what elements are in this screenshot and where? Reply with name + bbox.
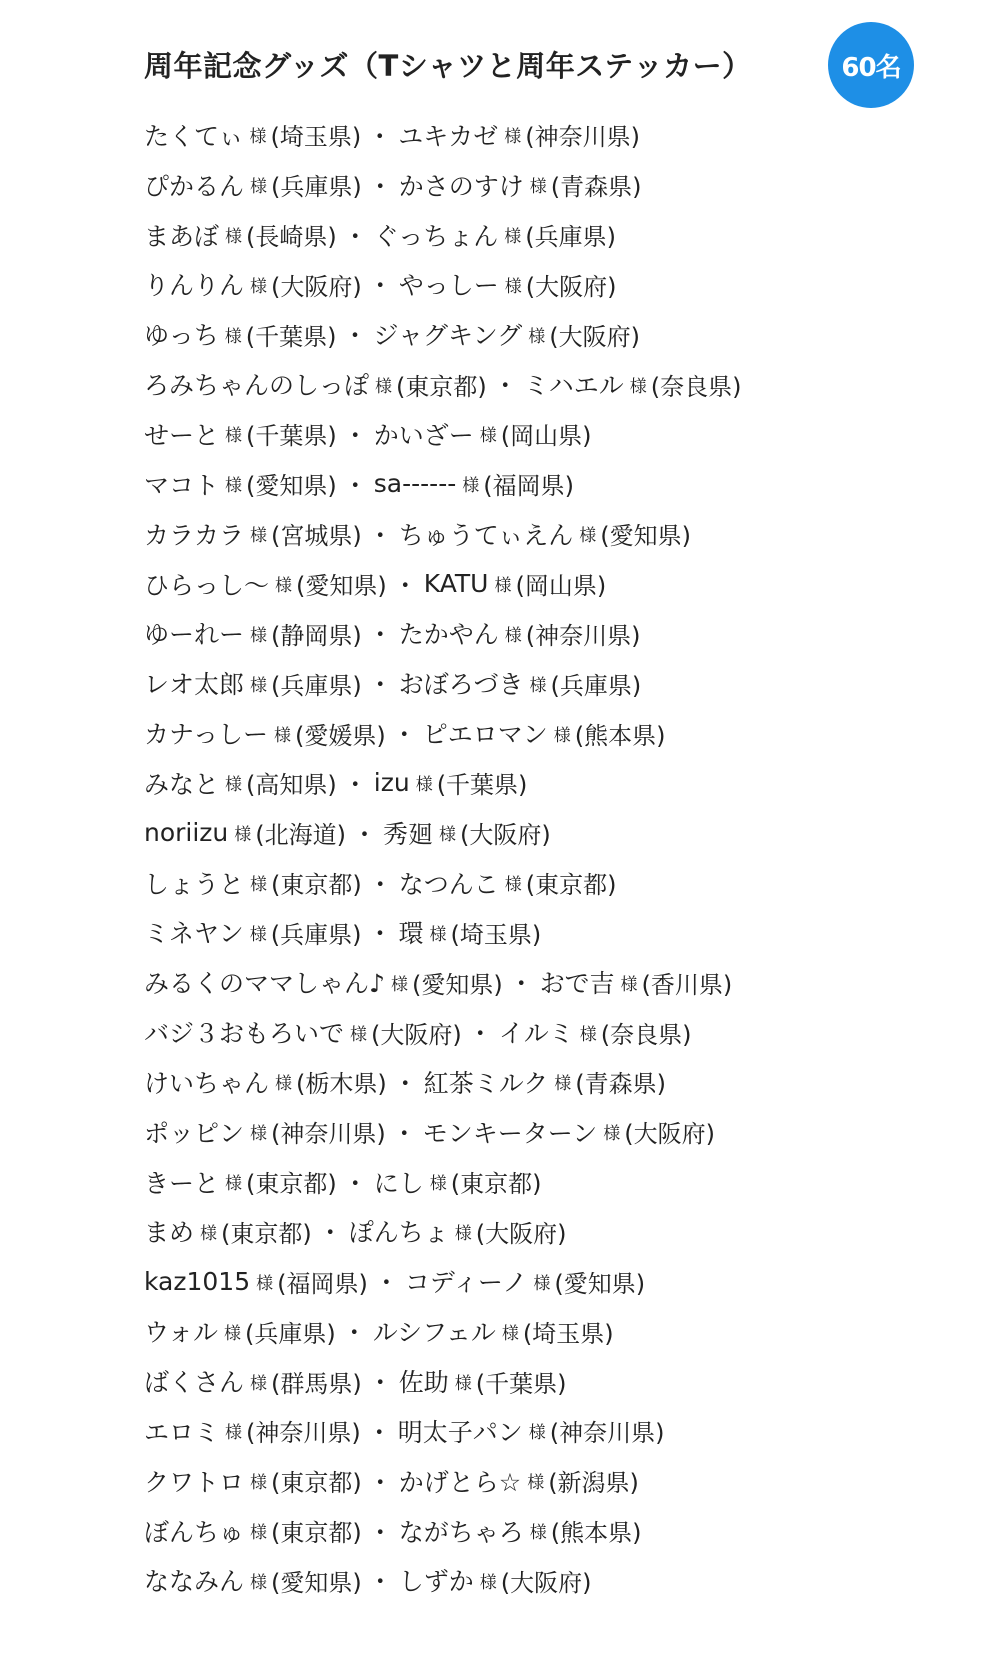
winner-prefecture: (奈良県) <box>650 372 742 401</box>
winner-prefecture: (栃木県) <box>296 1070 387 1099</box>
winner-prefecture: (神奈川県) <box>549 1419 665 1448</box>
winner-row <box>144 359 964 409</box>
honorific: 様 <box>350 1024 368 1045</box>
honorific: 様 <box>439 825 457 846</box>
winner-name: まあぼ <box>144 221 220 251</box>
honorific: 様 <box>225 1174 243 1195</box>
honorific: 様 <box>504 276 522 297</box>
honorific: 様 <box>250 1124 268 1145</box>
winner-name: 紅茶ミルク <box>423 1068 549 1098</box>
honorific: 様 <box>479 426 497 447</box>
winner-prefecture: (大阪府) <box>624 1120 716 1149</box>
winner-name: かげとら☆ <box>398 1467 522 1497</box>
entry-separator: ・ <box>367 271 393 301</box>
winner-prefecture: (東京都) <box>271 1519 362 1548</box>
winner-name: 環 <box>398 919 424 949</box>
honorific: 様 <box>256 1273 274 1294</box>
entry-separator: ・ <box>367 1368 393 1398</box>
winner-row <box>144 1506 964 1556</box>
winner-name: イルミ <box>498 1019 574 1049</box>
winner-name: ちゅうてぃえん <box>398 520 574 550</box>
winner-row <box>144 957 964 1007</box>
winner-prefecture: (愛媛県) <box>295 721 386 750</box>
honorific: 様 <box>504 227 522 248</box>
winner-prefecture: (青森県) <box>575 1070 667 1099</box>
winner-prefecture: (大阪府) <box>500 1568 592 1597</box>
honorific: 様 <box>275 576 293 597</box>
honorific: 様 <box>225 426 243 447</box>
honorific: 様 <box>527 1473 545 1494</box>
winner-name: カラカラ <box>144 520 245 550</box>
winner-name: たかやん <box>398 620 499 650</box>
winner-name: ミハエル <box>523 371 624 401</box>
honorific: 様 <box>250 1523 268 1544</box>
honorific: 様 <box>375 376 393 397</box>
honorific: 様 <box>504 625 522 646</box>
entry-separator: ・ <box>342 420 368 450</box>
winner-name: 佐助 <box>398 1368 449 1398</box>
entry-separator: ・ <box>342 221 368 251</box>
honorific: 様 <box>225 1423 243 1444</box>
honorific: 様 <box>454 1223 472 1244</box>
honorific: 様 <box>554 1074 572 1095</box>
honorific: 様 <box>249 127 267 148</box>
entry-separator: ・ <box>317 1218 343 1248</box>
honorific: 様 <box>274 725 292 746</box>
winner-name: クワトロ <box>144 1467 245 1497</box>
winner-row <box>144 1456 964 1506</box>
winner-name: ミネヤン <box>144 919 244 949</box>
winner-name: ながちゃろ <box>398 1517 524 1547</box>
winner-name: やっしー <box>398 271 499 301</box>
winner-name: たくてぃ <box>144 121 244 151</box>
winner-name: まめ <box>144 1218 195 1248</box>
winner-prefecture: (千葉県) <box>246 422 337 451</box>
honorific: 様 <box>224 1323 242 1344</box>
winner-name: せーと <box>144 420 220 450</box>
winner-name: ユキカゼ <box>398 121 499 151</box>
winner-row <box>144 758 964 808</box>
winner-name: ジャグキング <box>373 321 523 351</box>
winner-name: izu <box>373 768 410 798</box>
entry-separator: ・ <box>367 1467 393 1497</box>
winner-prefecture: (兵庫県) <box>245 1319 336 1348</box>
entry-separator: ・ <box>342 1168 368 1198</box>
entry-separator: ・ <box>392 570 418 600</box>
entry-separator: ・ <box>508 969 534 999</box>
winner-prefecture: (埼玉県) <box>270 123 362 152</box>
winner-prefecture: (群馬県) <box>271 1369 362 1398</box>
honorific: 様 <box>250 1373 268 1394</box>
entry-separator: ・ <box>342 470 368 500</box>
winner-row <box>144 409 964 459</box>
honorific: 様 <box>529 177 547 198</box>
winner-prefecture: (東京都) <box>221 1219 312 1248</box>
winner-row <box>144 1356 964 1406</box>
honorific: 様 <box>200 1223 218 1244</box>
honorific: 様 <box>533 1273 551 1294</box>
winner-name: りんりん <box>144 271 245 301</box>
winner-row <box>144 559 964 609</box>
winner-name: ぐっちょん <box>373 221 499 251</box>
winner-name: ぴかるん <box>144 171 245 201</box>
winner-name: レオ太郎 <box>144 670 245 700</box>
entry-separator: ・ <box>367 919 393 949</box>
honorific: 様 <box>250 1572 268 1593</box>
winner-prefecture: (大阪府) <box>525 272 617 301</box>
winner-row <box>144 509 964 559</box>
winner-row <box>144 1306 964 1356</box>
honorific: 様 <box>529 1523 547 1544</box>
winner-prefecture: (神奈川県) <box>271 1120 386 1149</box>
winner-prefecture: (香川県) <box>641 970 733 999</box>
winner-prefecture: (兵庫県) <box>550 671 642 700</box>
winner-row <box>144 808 964 858</box>
winner-name: コディーノ <box>404 1268 528 1298</box>
entry-separator: ・ <box>352 819 378 849</box>
winner-prefecture: (東京都) <box>450 1170 542 1199</box>
winner-row <box>144 1107 964 1157</box>
winner-name: しずか <box>398 1567 474 1597</box>
winner-row <box>144 1207 964 1257</box>
entry-separator: ・ <box>367 670 393 700</box>
honorific: 様 <box>250 675 268 696</box>
honorific: 様 <box>225 775 243 796</box>
winner-prefecture: (愛知県) <box>554 1269 646 1298</box>
honorific: 様 <box>225 476 243 497</box>
winner-prefecture: (熊本県) <box>574 721 666 750</box>
winner-prefecture: (兵庫県) <box>525 223 617 252</box>
entry-separator: ・ <box>367 121 393 151</box>
entry-separator: ・ <box>367 520 393 550</box>
winner-prefecture: (神奈川県) <box>525 621 641 650</box>
honorific: 様 <box>454 1373 472 1394</box>
entry-separator: ・ <box>367 171 393 201</box>
winner-name: エロミ <box>144 1417 220 1447</box>
winner-name: おぼろづき <box>398 670 524 700</box>
winner-name: ゆーれー <box>144 620 245 650</box>
winner-name: しょうと <box>144 869 245 899</box>
winner-name: にし <box>373 1168 424 1198</box>
winner-prefecture: (青森県) <box>550 173 642 202</box>
winner-prefecture: (大阪府) <box>475 1219 567 1248</box>
winner-row <box>144 160 964 210</box>
winner-row <box>144 1555 964 1605</box>
winner-prefecture: (埼玉県) <box>450 920 542 949</box>
winner-prefecture: (愛知県) <box>271 1568 362 1597</box>
winner-prefecture: (東京都) <box>271 871 362 900</box>
entry-separator: ・ <box>367 620 393 650</box>
winner-prefecture: (高知県) <box>246 771 337 800</box>
winner-row <box>144 260 964 310</box>
winner-prefecture: (東京都) <box>271 1469 362 1498</box>
honorific: 様 <box>528 1423 546 1444</box>
honorific: 様 <box>250 875 268 896</box>
entry-separator: ・ <box>391 720 417 750</box>
honorific: 様 <box>275 1074 293 1095</box>
honorific: 様 <box>629 376 647 397</box>
winner-prefecture: (長崎県) <box>246 223 337 252</box>
winner-prefecture: (新潟県) <box>548 1469 639 1498</box>
honorific: 様 <box>250 625 268 646</box>
honorific: 様 <box>553 725 571 746</box>
winner-prefecture: (熊本県) <box>550 1519 642 1548</box>
honorific: 様 <box>528 326 546 347</box>
winner-name: ばくさん <box>144 1368 245 1398</box>
winner-prefecture: (愛知県) <box>246 472 337 501</box>
winner-prefecture: (神奈川県) <box>525 123 641 152</box>
entry-separator: ・ <box>392 1068 418 1098</box>
winner-prefecture: (東京都) <box>525 871 617 900</box>
honorific: 様 <box>504 875 522 896</box>
winner-prefecture: (宮城県) <box>271 522 362 551</box>
honorific: 様 <box>429 924 447 945</box>
winner-prefecture: (福岡県) <box>483 472 574 501</box>
winner-name: かさのすけ <box>398 171 524 201</box>
honorific: 様 <box>462 476 480 497</box>
winner-name: ななみん <box>144 1567 245 1597</box>
winner-prefecture: (大阪府) <box>371 1020 462 1049</box>
winner-prefecture: (北海道) <box>255 821 347 850</box>
winner-name: マコト <box>144 470 220 500</box>
winner-row <box>144 608 964 658</box>
winner-name: ぽんちょ <box>348 1218 449 1248</box>
winner-name: ろみちゃんのしっぽ <box>144 371 370 401</box>
winner-row <box>144 1157 964 1207</box>
winner-row <box>144 1007 964 1057</box>
winner-name: noriizu <box>144 818 229 848</box>
entry-separator: ・ <box>342 321 368 351</box>
winner-name: sa------ <box>373 469 457 499</box>
winner-row <box>144 1256 964 1306</box>
honorific: 様 <box>620 974 638 995</box>
winner-prefecture: (愛知県) <box>411 970 503 999</box>
winner-row <box>144 459 964 509</box>
winner-row <box>144 210 964 260</box>
winner-prefecture: (愛知県) <box>296 572 387 601</box>
honorific: 様 <box>603 1124 621 1145</box>
winner-name: けいちゃん <box>144 1068 270 1098</box>
winner-name: 明太子パン <box>397 1417 523 1447</box>
entry-separator: ・ <box>391 1118 417 1148</box>
winner-name: ポッピン <box>144 1118 245 1148</box>
honorific: 様 <box>479 1572 497 1593</box>
winner-prefecture: (千葉県) <box>475 1369 567 1398</box>
entry-separator: ・ <box>367 1567 393 1597</box>
winner-prefecture: (千葉県) <box>245 322 337 351</box>
entry-separator: ・ <box>492 371 518 401</box>
honorific: 様 <box>250 1473 268 1494</box>
entry-separator: ・ <box>367 869 393 899</box>
winner-row <box>144 110 964 160</box>
winner-prefecture: (愛知県) <box>600 522 692 551</box>
honorific: 様 <box>579 526 597 547</box>
winner-row <box>144 908 964 958</box>
winner-name: かいざー <box>373 420 474 450</box>
winner-name: みなと <box>144 769 220 799</box>
winner-name: kaz1015 <box>144 1266 251 1296</box>
winner-name: ウォル <box>144 1318 219 1348</box>
winner-row <box>144 1057 964 1107</box>
winner-prefecture: (岡山県) <box>515 572 607 601</box>
entry-separator: ・ <box>467 1019 493 1049</box>
honorific: 様 <box>529 675 547 696</box>
winner-name: なつんこ <box>398 869 499 899</box>
honorific: 様 <box>501 1323 519 1344</box>
winner-prefecture: (岡山県) <box>500 422 592 451</box>
winner-name: ぼんちゅ <box>144 1517 245 1547</box>
winner-row <box>144 1406 964 1456</box>
winner-prefecture: (千葉県) <box>436 771 528 800</box>
winner-name: おで吉 <box>539 969 615 999</box>
winner-prefecture: (静岡県) <box>271 621 362 650</box>
honorific: 様 <box>504 127 522 148</box>
honorific: 様 <box>250 177 268 198</box>
entry-separator: ・ <box>367 1517 393 1547</box>
winner-prefecture: (兵庫県) <box>271 671 362 700</box>
winner-prefecture: (神奈川県) <box>246 1419 361 1448</box>
winner-name: ルシフェル <box>372 1318 496 1348</box>
winner-name: 秀廻 <box>383 819 434 849</box>
winner-prefecture: (兵庫県) <box>270 920 362 949</box>
winner-name: みるくのママしゃん♪ <box>144 969 385 999</box>
winner-prefecture: (東京都) <box>246 1170 337 1199</box>
winner-name: きーと <box>144 1168 220 1198</box>
honorific: 様 <box>390 974 408 995</box>
winner-count-badge: 60名 <box>828 22 914 108</box>
entry-separator: ・ <box>366 1417 392 1447</box>
winner-row <box>144 708 964 758</box>
winner-prefecture: (大阪府) <box>549 322 641 351</box>
winner-prefecture: (東京都) <box>396 372 487 401</box>
winner-prefecture: (埼玉県) <box>522 1319 614 1348</box>
honorific: 様 <box>415 775 433 796</box>
winner-name: KATU <box>423 569 489 599</box>
honorific: 様 <box>429 1174 447 1195</box>
winner-name: カナっしー <box>144 720 269 750</box>
winner-prefecture: (大阪府) <box>460 821 551 850</box>
honorific: 様 <box>234 825 252 846</box>
winner-name: モンキーターン <box>422 1118 598 1148</box>
winner-list <box>144 110 964 1605</box>
honorific: 様 <box>250 276 268 297</box>
entry-separator: ・ <box>373 1268 399 1298</box>
winner-prefecture: (奈良県) <box>600 1020 692 1049</box>
winner-prefecture: (大阪府) <box>271 272 362 301</box>
winner-prefecture: (福岡県) <box>277 1269 368 1298</box>
winner-name: バジ３おもろいで <box>144 1019 345 1049</box>
winner-prefecture: (兵庫県) <box>271 173 362 202</box>
honorific: 様 <box>494 576 512 597</box>
entry-separator: ・ <box>342 769 368 799</box>
honorific: 様 <box>249 924 267 945</box>
winner-row <box>144 658 964 708</box>
winner-name: ピエロマン <box>422 720 548 750</box>
entry-separator: ・ <box>341 1318 367 1348</box>
honorific: 様 <box>225 227 243 248</box>
winner-name: ひらっし〜 <box>144 570 270 600</box>
honorific: 様 <box>250 526 268 547</box>
winner-row <box>144 858 964 908</box>
honorific: 様 <box>224 326 242 347</box>
prize-title: 周年記念グッズ（Tシャツと周年ステッカー） <box>144 49 752 83</box>
winner-name: ゆっち <box>144 321 219 351</box>
honorific: 様 <box>579 1024 597 1045</box>
winner-row <box>144 309 964 359</box>
